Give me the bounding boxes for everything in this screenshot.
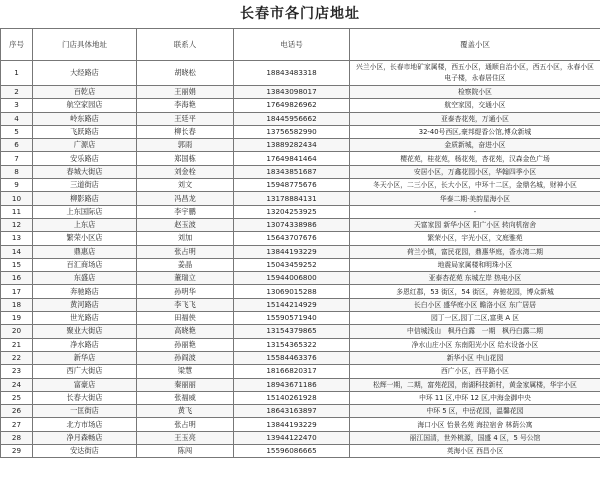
cell-contact: 张占明 [137,418,234,431]
cell-no: 26 [1,405,33,418]
cell-no: 4 [1,112,33,125]
cell-contact: 孙阎波 [137,351,234,364]
cell-contact: 王廷平 [137,112,234,125]
cell-contact: 王玉亮 [137,431,234,444]
cell-store: 上东店 [33,218,137,231]
cell-coverage: 繁荣小区，宇光小区，文庭雅苑 [350,232,600,245]
cell-no: 28 [1,431,33,444]
table-row [1,272,600,285]
cell-no: 5 [1,125,33,138]
cell-contact: 张占明 [137,245,234,258]
cell-no: 1 [1,61,33,86]
cell-phone: 18943671186 [234,378,350,391]
cell-store: 岭东路店 [33,112,137,125]
table-row [1,192,600,205]
table-row [1,205,600,218]
cell-store: 西广大街店 [33,365,137,378]
cell-coverage: 英海小区 西昌小区 [350,445,600,458]
cell-phone: 15643707676 [234,232,350,245]
cell-no: 15 [1,258,33,271]
page-title: 长春市各门店地址 [240,6,360,22]
cell-phone: 17649826962 [234,99,350,112]
cell-phone: 18643163897 [234,405,350,418]
cell-coverage: 西广小区，西平路小区 [350,365,600,378]
cell-coverage: 冬天小区，二三小区，长大小区，中环十二区，金鼎名城，财神小区 [350,179,600,192]
cell-phone: 18166820317 [234,365,350,378]
cell-no: 21 [1,338,33,351]
cell-coverage: 天富家园 新华小区 阳广小区 转向机宿舍 [350,218,600,231]
cell-store: 三道街店 [33,179,137,192]
header-phone: 电话号 [234,29,350,61]
cell-contact: 秦丽丽 [137,378,234,391]
cell-store: 柳影路店 [33,192,137,205]
table-row [1,165,600,178]
table-row [1,86,600,99]
cell-store: 净水路店 [33,338,137,351]
cell-coverage: 樱花苑，桂花苑，杨花苑，杏花苑，汉森金色广场 [350,152,600,165]
cell-phone: 15043459252 [234,258,350,271]
cell-phone: 13944122470 [234,431,350,444]
table-body [1,61,600,458]
cell-phone: 13844193229 [234,245,350,258]
cell-no: 25 [1,391,33,404]
cell-phone: 13154365322 [234,338,350,351]
table-row [1,405,600,418]
cell-coverage: 华泰二期·美韵星海小区 [350,192,600,205]
table-row [1,338,600,351]
cell-no: 23 [1,365,33,378]
cell-phone: 15140261928 [234,391,350,404]
cell-phone: 15584463376 [234,351,350,364]
cell-coverage: 多恩红郡，53 街区，54 街区，奔驰花园，博众新城 [350,285,600,298]
cell-phone: 13889282434 [234,139,350,152]
cell-no: 10 [1,192,33,205]
cell-coverage: 中环 5 区，中岳花园，温馨花园 [350,405,600,418]
cell-store: 新华店 [33,351,137,364]
cell-phone: 13154379865 [234,325,350,338]
cell-contact: 黄飞 [137,405,234,418]
table-row [1,152,600,165]
cell-coverage: 亚泰杏花苑，万通小区 [350,112,600,125]
cell-contact: 冯昌龙 [137,192,234,205]
cell-contact: 姜晶 [137,258,234,271]
cell-contact: 王丽娟 [137,86,234,99]
store-table [0,28,600,458]
cell-no: 22 [1,351,33,364]
table-row [1,365,600,378]
cell-phone: 13204253925 [234,205,350,218]
cell-coverage: 新华小区 中山花园 [350,351,600,364]
cell-contact: 董瑞立 [137,272,234,285]
cell-phone: 13069015288 [234,285,350,298]
cell-store: 世光路店 [33,312,137,325]
table-row [1,445,600,458]
table-row [1,99,600,112]
cell-store: 净月森畅店 [33,431,137,444]
cell-store: 长春大街店 [33,391,137,404]
cell-no: 20 [1,325,33,338]
table-row [1,61,600,86]
cell-phone: 13843098017 [234,86,350,99]
cell-no: 16 [1,272,33,285]
table-row [1,285,600,298]
cell-no: 9 [1,179,33,192]
table-row [1,391,600,404]
cell-coverage: 丽江国清，世外桃源，国盛 4 区，5 号公馆 [350,431,600,444]
table-row [1,378,600,391]
cell-contact: 郭雨 [137,139,234,152]
cell-coverage: 荷兰小镇，富民花园，鼎惠华庭，香水湾二期 [350,245,600,258]
cell-no: 17 [1,285,33,298]
cell-coverage: 兴兰小区，长春市地矿家属楼，西五小区，通顺自治小区，西五小区，永春小区电子楼，永春居住区 [350,61,600,86]
cell-contact: 孙丽艳 [137,338,234,351]
cell-no: 12 [1,218,33,231]
cell-no: 6 [1,139,33,152]
cell-store: 百汇商场店 [33,258,137,271]
cell-store: 黄河路店 [33,298,137,311]
cell-store: 鼎惠店 [33,245,137,258]
cell-contact: 刘金栓 [137,165,234,178]
cell-coverage: 安居小区，万鑫花园小区，华翰四季小区 [350,165,600,178]
cell-no: 29 [1,445,33,458]
cell-no: 2 [1,86,33,99]
cell-coverage: 松辉一期，二期，富苑花园，南湖科技新村，黄金家属楼，华宇小区 [350,378,600,391]
cell-contact: 孙明华 [137,285,234,298]
cell-contact: 高晓艳 [137,325,234,338]
cell-store: 聚业大街店 [33,325,137,338]
cell-phone: 15144214929 [234,298,350,311]
cell-contact: 李海艳 [137,99,234,112]
cell-store: 上东国际店 [33,205,137,218]
cell-no: 18 [1,298,33,311]
cell-contact: 张福威 [137,391,234,404]
cell-contact: 胡晓松 [137,61,234,86]
cell-store: 安达街店 [33,445,137,458]
cell-no: 11 [1,205,33,218]
cell-no: 19 [1,312,33,325]
cell-coverage: 32-40号西区,豪邦缇香公馆,博众新城 [350,125,600,138]
cell-phone: 18445956662 [234,112,350,125]
cell-store: 繁荣小区店 [33,232,137,245]
table-row [1,112,600,125]
cell-contact: 柳长春 [137,125,234,138]
cell-phone: 13178884131 [234,192,350,205]
table-header-row [1,29,600,61]
cell-phone: 15590571940 [234,312,350,325]
cell-store: 一匡街店 [33,405,137,418]
cell-contact: 李宇鹏 [137,205,234,218]
cell-contact: 李飞飞 [137,298,234,311]
cell-store: 奔驰路店 [33,285,137,298]
cell-coverage: 地震局家属楼和明珠小区 [350,258,600,271]
cell-phone: 13074338986 [234,218,350,231]
cell-no: 24 [1,378,33,391]
cell-no: 3 [1,99,33,112]
cell-contact: 田福侠 [137,312,234,325]
cell-phone: 18843483318 [234,61,350,86]
cell-coverage: 检察院小区 [350,86,600,99]
cell-store: 飞跃路店 [33,125,137,138]
cell-contact: 刘加 [137,232,234,245]
cell-contact: 郑国栋 [137,152,234,165]
table-row [1,312,600,325]
cell-phone: 13756582990 [234,125,350,138]
table-row [1,179,600,192]
table-row [1,125,600,138]
cell-phone: 15948775676 [234,179,350,192]
cell-contact: 赵玉波 [137,218,234,231]
cell-contact: 刘文 [137,179,234,192]
cell-coverage: 金质新城，奋进小区 [350,139,600,152]
cell-no: 8 [1,165,33,178]
table-row [1,258,600,271]
cell-coverage: 净水山庄小区 东南阳光小区 给水设备小区 [350,338,600,351]
cell-store: 广源店 [33,139,137,152]
cell-store: 航空家园店 [33,99,137,112]
cell-no: 27 [1,418,33,431]
table-row [1,298,600,311]
cell-coverage: 中环 11 区,中环 12 区,中海金御中央 [350,391,600,404]
header-contact: 联系人 [137,29,234,61]
cell-coverage: 中信城浅山 枫丹白露 一期 枫丹白露二期 [350,325,600,338]
cell-coverage: 长白小区 盛华庭小区 瞻洛小区 东广居居 [350,298,600,311]
cell-phone: 15596086665 [234,445,350,458]
cell-phone: 13844193229 [234,418,350,431]
cell-phone: 18343851687 [234,165,350,178]
cell-phone: 15944006800 [234,272,350,285]
table-row [1,139,600,152]
table-row [1,245,600,258]
cell-store: 北方市场店 [33,418,137,431]
header-store: 门店具体地址 [33,29,137,61]
table-row [1,232,600,245]
cell-no: 13 [1,232,33,245]
cell-coverage: 亚泰杏花苑 东城左岸 热电小区 [350,272,600,285]
cell-coverage: 园丁一区,园丁二区,富奥 A 区 [350,312,600,325]
cell-phone: 17649841464 [234,152,350,165]
header-no: 序号 [1,29,33,61]
cell-store: 大经路店 [33,61,137,86]
cell-store: 春城大街店 [33,165,137,178]
cell-store: 安乐路店 [33,152,137,165]
cell-store: 东盛店 [33,272,137,285]
cell-no: 14 [1,245,33,258]
table-row [1,431,600,444]
table-row [1,325,600,338]
cell-coverage: 海口小区 怡景名苑 海拉宿舍 林荫公寓 [350,418,600,431]
table-row [1,418,600,431]
table-row [1,218,600,231]
cell-no: 7 [1,152,33,165]
cell-coverage: - [350,205,600,218]
cell-store: 富豪店 [33,378,137,391]
cell-contact: 梁慧 [137,365,234,378]
cell-contact: 陈闯 [137,445,234,458]
cell-coverage: 航空家园，交通小区 [350,99,600,112]
table-row [1,351,600,364]
cell-store: 百乾店 [33,86,137,99]
header-coverage: 覆盖小区 [350,29,600,61]
